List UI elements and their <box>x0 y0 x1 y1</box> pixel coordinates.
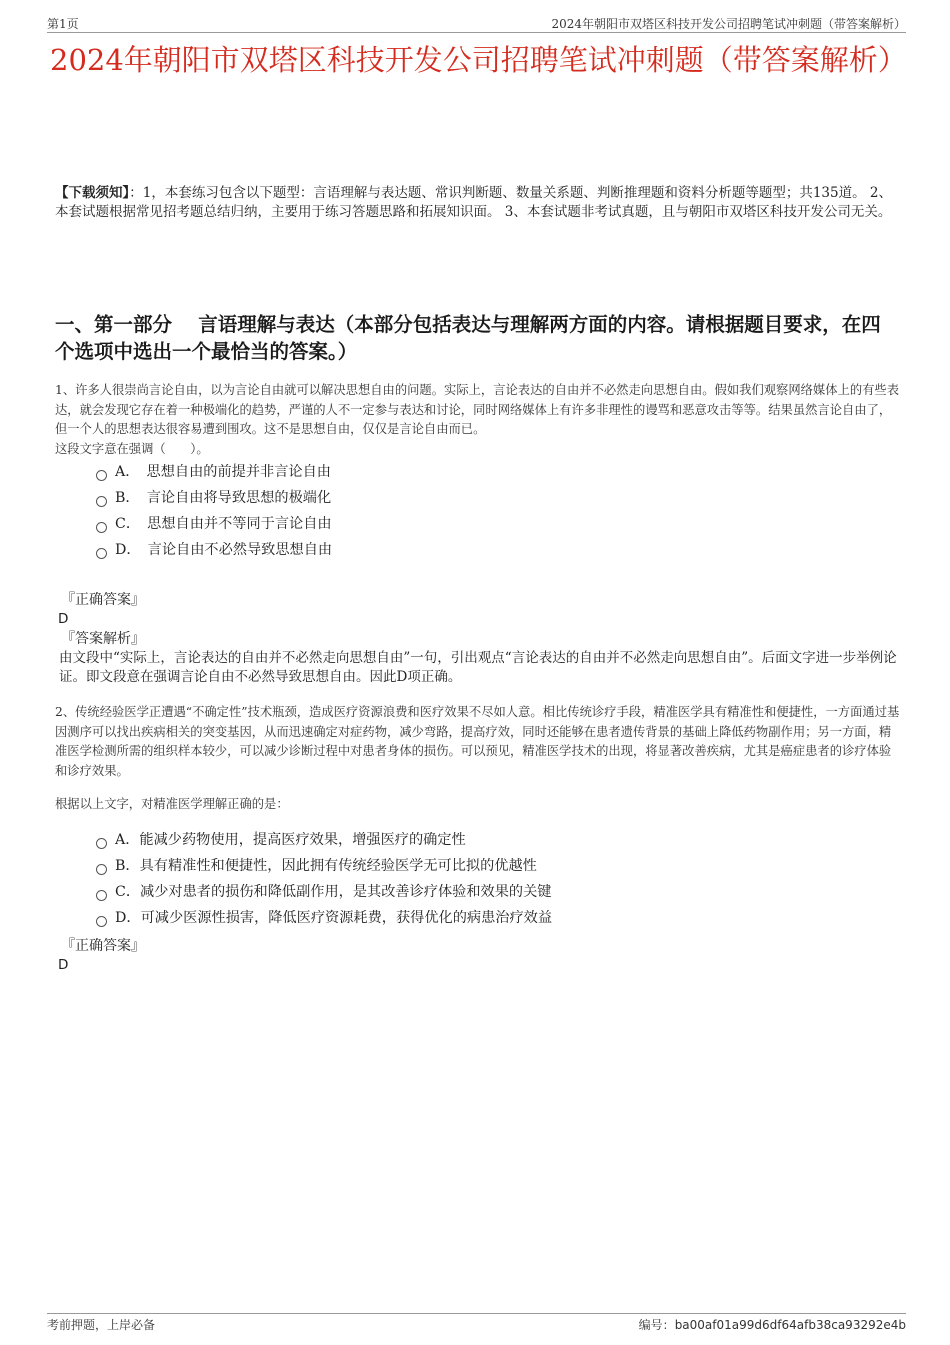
q2-answer-label: 『正确答案』 <box>61 938 145 954</box>
radio-icon[interactable] <box>96 838 107 849</box>
document-code <box>639 1316 906 1333</box>
notice-label: 【下载须知】 <box>55 185 130 201</box>
page-number: 第1页 <box>47 17 79 31</box>
radio-icon[interactable] <box>96 548 107 559</box>
notice-text: ：1，本套练习包含以下题型：言语理解与表达题、常识判断题、数量关系题、判断推理题和资料分析题等题型；共135道。 2、本套试题根据常见招考题总结归纳，主要用于练习答题思路和拓展知识面。 3、本套试题非考试真题，且与朝阳市双塔区科技开发公司无关。 <box>55 185 892 220</box>
q2-prompt: 根据以上文字，对精准医学理解正确的是： <box>55 797 289 811</box>
q1-stem: 1、许多人很崇尚言论自由，以为言论自由就可以解决思想自由的问题。实际上，言论表达的自由并不必然走向思想自由。假如我们观察网络媒体上的有些表达，就会发现它存在着一种极端化的趋势，严谨的人不一定参与表达和讨论，同时网络媒体上有许多非理性的谩骂和恶意攻击等等。结果虽然言论自由了，但一个人的思想表达很容易遭到围攻。这不是思想自由，仅仅是言论自由而已。 <box>55 383 900 436</box>
radio-icon[interactable] <box>96 916 107 927</box>
q1-analysis: 由文段中“实际上，言论表达的自由并不必然走向思想自由”一句，引出观点“言论表达的自由并不必然走向思想自由”。后面文字进一步举例论证。即文段意在强调言论自由不必然导致思想自由。因此D项正确。 <box>59 650 897 685</box>
download-notice <box>55 184 902 222</box>
section-heading: 一、第一部分 言语理解与表达（本部分包括表达与理解两方面的内容。请根据题目要求，在四个选项中选出一个最恰当的答案。） <box>55 313 881 363</box>
radio-icon[interactable] <box>96 470 107 481</box>
q2-stem: 2、传统经验医学正遭遇“不确定性”技术瓶颈，造成医疗资源浪费和医疗效果不尽如人意。相比传统诊疗手段，精准医学具有精准性和便捷性，一方面通过基因测序可以找出疾病相关的突变基因，从而迅速确定对症药物，减少弯路，提高疗效，同时还能够在患者遗传背景的基础上降低药物副作用；另一方面，精准医学检测所需的组织样本较少，可以减少诊断过程中对患者身体的损伤。可以预见，精准医学技术的出现，将显著改善疾病，尤其是癌症患者的诊疗体验和诊疗效果。 <box>55 705 900 778</box>
document-title: 2024年朝阳市双塔区科技开发公司招聘笔试冲刺题（带答案解析） <box>50 43 907 77</box>
page-header <box>47 14 906 33</box>
q1-answer-label: 『正确答案』 <box>61 592 145 608</box>
q1-answer: D <box>58 611 69 627</box>
radio-icon[interactable] <box>96 864 107 875</box>
radio-icon[interactable] <box>96 522 107 533</box>
radio-icon[interactable] <box>96 890 107 901</box>
code-value: ba00af01a99d6df64afb38ca93292e4b <box>674 1318 906 1332</box>
footer-slogan: 考前押题，上岸必备 <box>47 1318 156 1332</box>
q1-analysis-label: 『答案解析』 <box>61 631 145 647</box>
code-label: 编号： <box>638 1318 675 1332</box>
page-footer <box>47 1313 906 1334</box>
running-title: 2024年朝阳市双塔区科技开发公司招聘笔试冲刺题（带答案解析） <box>551 17 906 31</box>
radio-icon[interactable] <box>96 496 107 507</box>
q2-answer: D <box>58 957 69 973</box>
q1-prompt: 这段文字意在强调（ ）。 <box>55 442 209 456</box>
